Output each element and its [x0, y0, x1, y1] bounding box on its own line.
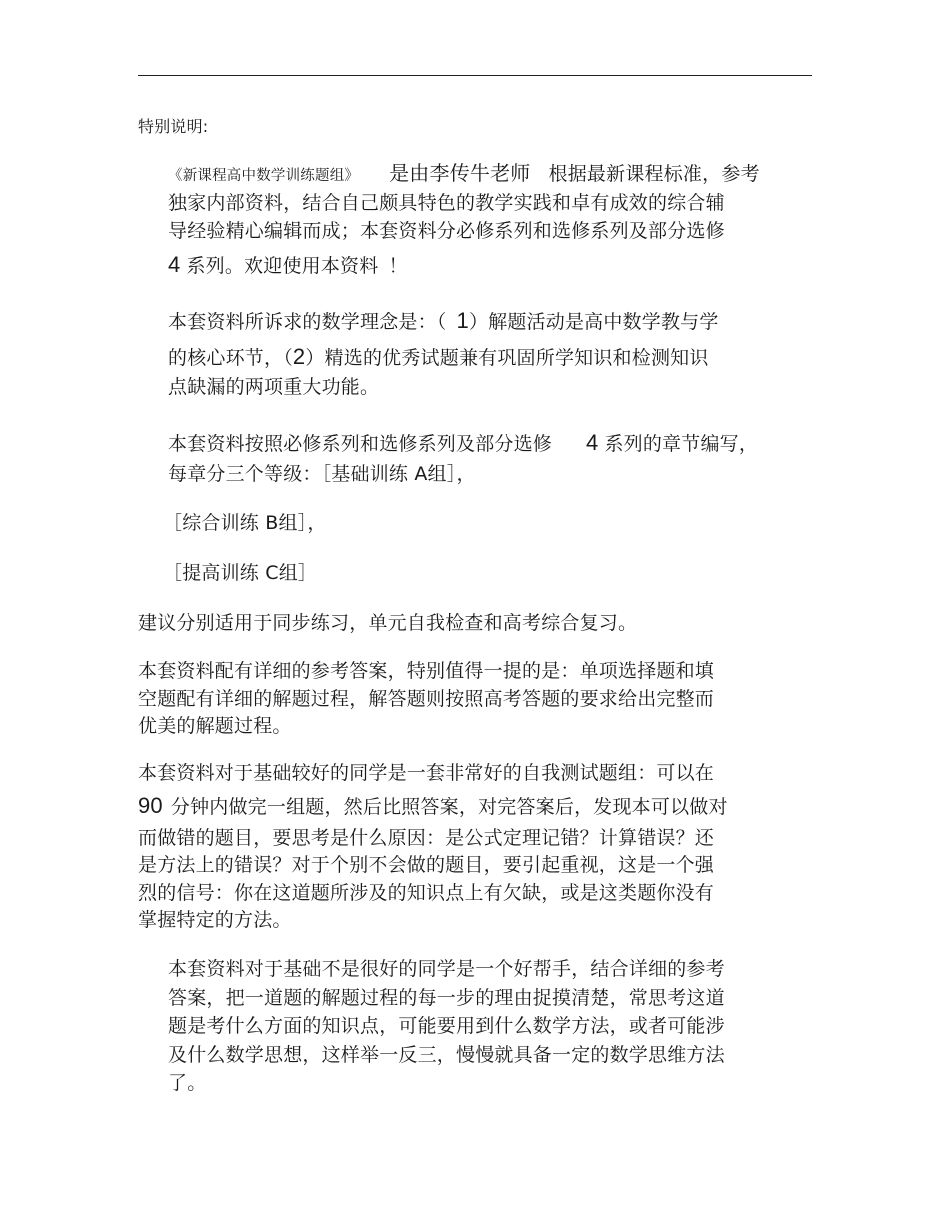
para7-line2: 答案，把一道题的解题过程的每一步的理由捉摸清楚，常思考这道	[168, 987, 725, 1009]
para5-line3: 优美的解题过程。	[138, 715, 292, 737]
para3-line1-end: 系列的章节编写，	[604, 433, 759, 455]
number-1: 1	[456, 308, 469, 333]
para6-line6: 掌握特定的方法。	[138, 909, 292, 931]
level-b: ［综合训练 B组］，	[163, 512, 327, 534]
para2-line2-end: ）精选的优秀试题兼有巩固所学知识和检测知识	[305, 347, 709, 369]
para1-line4-text: 系列。欢迎使用本资料	[186, 255, 379, 277]
para1-line2: 独家内部资料，结合自己颇具特色的教学实践和卓有成效的综合辅	[168, 192, 725, 214]
level-c: ［提高训练 C组］	[163, 562, 318, 584]
number-2: 2	[292, 344, 306, 369]
para2-line1-start: 本套资料所诉求的数学理念是：（	[168, 311, 447, 333]
number-90: 90	[138, 793, 163, 818]
number-4b: 4	[586, 430, 599, 455]
para7-line4: 及什么数学思想，这样举一反三，慢慢就具备一定的数学思维方法	[168, 1044, 725, 1066]
para2-line2	[168, 345, 709, 370]
para5-line2: 空题配有详细的解题过程，解答题则按照高考答题的要求给出完整而	[138, 688, 715, 710]
para5-line1: 本套资料配有详细的参考答案，特别值得一提的是：单项选择题和填	[138, 660, 715, 682]
para3-line2: 每章分三个等级：［基础训练 A组］，	[168, 463, 476, 485]
para3-line1	[168, 431, 758, 456]
heading: 特别说明:	[138, 117, 209, 136]
para6-line5: 烈的信号：你在这道题所涉及的知识点上有欠缺，或是这类题你没有	[138, 882, 715, 904]
number-4: 4	[168, 252, 181, 277]
para1-line1	[168, 161, 760, 188]
para6-line2-text: 分钟内做完一组题，然后比照答案，对完答案后，发现本可以做对	[170, 796, 728, 818]
para1-line3: 导经验精心编辑而成；本套资料分必修系列和选修系列及部分选修	[168, 220, 725, 242]
para7-line5: 了。	[168, 1072, 207, 1094]
para2-line2-start: 的核心环节，（	[168, 347, 293, 369]
para2-line1	[168, 309, 719, 334]
para6-line4: 是方法上的错误？对于个别不会做的题目，要引起重视，这是一个强	[138, 854, 715, 876]
book-title: 《新课程高中数学训练题组》	[168, 168, 360, 184]
para2-line3: 点缺漏的两项重大功能。	[168, 376, 380, 398]
para6-line3: 而做错的题目，要思考是什么原因：是公式定理记错？计算错误？还	[138, 827, 715, 849]
para2-line1-end: ）解题活动是高中数学教与学	[468, 311, 719, 333]
author-phrase: 是由李传牛老师	[389, 161, 531, 185]
para7-line1: 本套资料对于基础不是很好的同学是一个好帮手，结合详细的参考	[168, 958, 725, 980]
header-rule	[138, 75, 812, 76]
para6-line2	[138, 794, 728, 819]
para3-line1-start: 本套资料按照必修系列和选修系列及部分选修	[168, 433, 553, 455]
para7-line3: 题是考什么方面的知识点，可能要用到什么数学方法，或者可能涉	[168, 1015, 725, 1037]
para6-line1: 本套资料对于基础较好的同学是一套非常好的自我测试题组：可以在	[138, 762, 715, 784]
exclamation: ！	[388, 255, 408, 277]
para4: 建议分别适用于同步练习，单元自我检查和高考综合复习。	[138, 612, 638, 634]
para1-line4	[168, 253, 408, 278]
para1-line1-tail: 根据最新课程标准，参考	[548, 163, 760, 185]
